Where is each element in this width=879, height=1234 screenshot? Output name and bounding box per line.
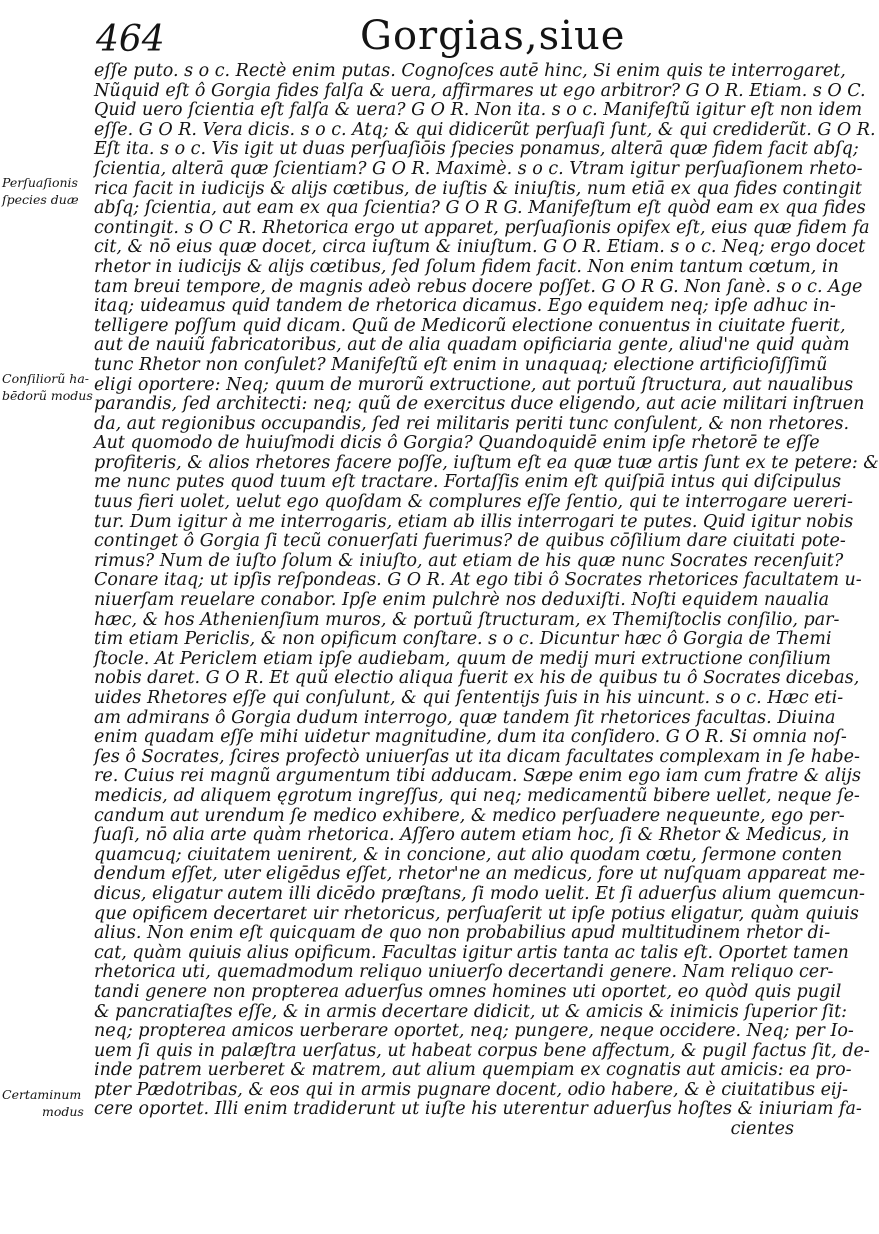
- text-line: candum aut urendum ſe medico exhibere, & medico perſuadere nequeunte, ego per-: [94, 805, 845, 826]
- text-line: quamcuq; ciuitatem uenirent, & in concione, aut alio quodam cœtu, ſermone conten: [94, 844, 843, 865]
- text-line: uides Rhetores eſſe qui conſulunt, & qui ſententijs ſuis in his uincunt. s o c. Hæc eti-: [94, 688, 844, 708]
- text-line: niuerſam reuelare conabor. Ipſe enim pulchrè nos deduxiſti. Noſti equidem naualia: [94, 590, 830, 611]
- text-line: eſſe puto. s o c. Rectè enim putas. Cognoſces autē hinc, Si enim quis te interrogaret,: [94, 61, 846, 81]
- text-line: cit, & nō eius quæ docet, circa iuſtum & iniuſtum. G O R. Etiam. s o c. Neq; ergo docet: [94, 237, 866, 258]
- text-line: tur. Dum igitur à me interrogaris, etiam ab illis interrogari te putes. Quid igitur nobis: [94, 511, 854, 532]
- text-line: da, aut regionibus occupandis, ſed rei militaris periti tunc conſulent, & non rhetores.: [94, 413, 850, 434]
- text-line: & pancratiaſtes eſſe, & in armis decertare didicit, ut & amicis & inimicis ſuperior ſit:: [94, 1001, 848, 1022]
- margin-note-contest: [2, 1086, 96, 1120]
- text-line: tunc Rhetor non conſulet? Manifeſtũ eſt enim in unaquaq; electione artificioſiſſimũ: [94, 354, 828, 375]
- text-line: inde patrem uerberet & matrem, aut alium quempiam ex cognatis aut amicis: ea pro-: [94, 1060, 852, 1081]
- text-line: me nunc putes quod tuum eſt tractare. Fortaſſis enim eſt quiſpiā intus qui diſcipulus: [94, 472, 842, 493]
- text-line: dicus, eligatur autem illi dicēdo præſtans, ſi modo uelit. Et ſi aduerſus alium quemcun-: [94, 883, 865, 904]
- running-head: Gorgias,siue: [360, 13, 626, 59]
- text-line: am admirans ô Gorgia dudum interrogo, quæ tandem ſit rhetorices facultas. Diuina: [94, 707, 836, 728]
- margin-note-line: ſpecies duæ: [2, 192, 79, 207]
- margin-note-line: Conſiliorũ ha-: [2, 371, 90, 386]
- text-line: pter Pædotribas, & eos qui in armis pugnare docent, odio habere, & è ciuitatibus eij-: [94, 1079, 848, 1100]
- text-line: cere oportet. Illi enim tradiderunt ut iuſte his uterentur aduerſus hoſtes & iniuriam fa-: [94, 1099, 862, 1120]
- body-text: [94, 61, 879, 1140]
- text-line: neq; propterea amicos uerberare oportet, neq; pungere, neque occidere. Neq; per Io-: [94, 1021, 854, 1042]
- text-line: dendum eſſet, uter eligēdus eſſet, rhetor'ne an medicus, fore ut nuſquam appareat me-: [94, 864, 866, 885]
- text-line: rimus? Num de iuſto ſolum & iniuſto, aut etiam de his quæ nunc Socrates recenſuit?: [94, 550, 844, 571]
- text-line: Eſt ita. s o c. Vis igit ut duas perſuaſiōis ſpecies ponamus, alterā quæ fidem facit abſq;: [94, 139, 859, 160]
- margin-note-line: Perſuaſionis: [2, 175, 78, 190]
- text-line: Quid uero ſcientia eſt falſa & uera? G O R. Non ita. s o c. Manifeſtũ igitur eſt non idem: [94, 100, 863, 121]
- text-line: tandi genere non propterea aduerſus omnes homines uti oportet, eo quòd quis pugil: [94, 981, 842, 1002]
- text-line: rhetorica uti, quemadmodum reliquo uniuerſo decertandi genere. Nam reliquo cer-: [94, 962, 834, 983]
- margin-note-counsel: [2, 370, 96, 404]
- text-line: rhetor in iudicijs & alijs cœtibus, ſed ſolum fidem facit. Non enim tantum cœtum, in: [94, 256, 839, 277]
- text-line: profiteris, & alios rhetores facere poſſe, iuſtum eſt ea quæ tuæ artis ſunt ex te petere: &: [94, 452, 879, 473]
- text-line: rica facit in iudicijs & alijs cœtibus, de iuſtis & iniuſtis, num etiā ex qua fides contingit: [94, 178, 862, 199]
- page-number: 464: [96, 19, 165, 60]
- text-line: contingit. s O C R. Rhetorica ergo ut apparet, perſuaſionis opifex eſt, eius quæ fidem fa: [94, 217, 870, 238]
- text-line: Conare itaq; ut ipſis reſpondeas. G O R. At ego tibi ô Socrates rhetorices facultatem u-: [94, 570, 862, 591]
- text-line: Aut quomodo de huiuſmodi dicis ô Gorgia? Quandoquidē enim ipſe rhetorē te eſſe: [94, 433, 820, 454]
- text-line: Nũquid eſt ô Gorgia fides falſa & uera, affirmares ut ego arbitror? G O R. Etiam. s O C.: [94, 80, 866, 101]
- text-line: itaq; uideamus quid tandem de rhetorica dicamus. Ego equidem neq; ipſe adhuc in-: [94, 296, 836, 317]
- margin-note-line: modus: [42, 1104, 84, 1119]
- text-line: alius. Non enim eſt quicquam de quo non probabilius apud multitudinem rhetor di-: [94, 923, 831, 944]
- text-line: tuus fieri uolet, uelut ego quoſdam & complures eſſe ſentio, qui te interrogare uereri-: [94, 492, 853, 513]
- text-line: enim quadam eſſe mihi uidetur magnitudine, dum ita conſidero. G O R. Si omnia noſ-: [94, 727, 847, 748]
- text-line: nobis daret. G O R. Et quũ electio aliqua fuerit ex his de quibus tu ô Socrates dicebas,: [94, 668, 860, 689]
- margin-note-line: bēdorũ modus: [2, 388, 93, 403]
- text-line: continget ô Gorgia ſi tecũ conuerſati fuerimus? de quibus cōſilium dare ciuitati pote-: [94, 531, 846, 552]
- text-line: medicis, ad aliquem ęgrotum ingreſſus, qui neq; medicamentũ bibere uellet, neque ſe-: [94, 785, 860, 806]
- text-line: telligere poſſum quid dicam. Quũ de Medicorũ electione conuentus in ciuitate fuerit,: [94, 315, 846, 336]
- text-line: aut de nauiũ fabricatoribus, aut de alia quadam opificiaria gente, aliud'ne quid quàm: [94, 335, 850, 356]
- margin-note-persuasion: [2, 174, 96, 208]
- text-line: tam breui tempore, de magnis adeò rebus docere poſſet. G O R G. Non ſanè. s o c. Age: [94, 276, 863, 297]
- text-line: tim etiam Periclis, & non opificum conſtare. s o c. Dicuntur hæc ô Gorgia de Themi: [94, 629, 832, 650]
- text-line: eſſe. G O R. Vera dicis. s o c. Atq; & qui didicerũt perſuaſi ſunt, & qui crediderũt. G O R.: [94, 119, 876, 140]
- text-line: parandis, ſed architecti: neq; quũ de exercitus duce eligendo, aut acie militari inſtruen: [94, 394, 865, 415]
- text-line: cat, quàm quiuis alius opificum. Facultas igitur artis tanta ac talis eſt. Oportet tamen: [94, 942, 849, 963]
- text-line: hæc, & hos Athenienſium muros, & portuũ ſtructuram, ex Themiſtoclis conſilio, par-: [94, 609, 840, 630]
- text-line: abſq; ſcientia, aut eam ex qua ſcientia? G O R G. Manifeſtum eſt quòd eam ex qua fides: [94, 198, 866, 219]
- text-line: eligi oportere: Neq; quum de murorũ extructione, aut portuũ ſtructura, aut naualibus: [94, 374, 854, 395]
- text-line: que opificem decertaret uir rhetoricus, perſuaſerit ut ipſe potius eligatur, quàm quiuis: [94, 903, 859, 924]
- text-line: ſcientia, alterā quæ ſcientiam? G O R. Maximè. s o c. Vtram igitur perſuaſionem rheto-: [94, 158, 863, 179]
- text-line: ſtocle. At Periclem etiam ipſe audiebam, quum de medij muri extructione conſilium: [94, 648, 831, 669]
- text-line: uem ſi quis in palæſtra uerſatus, ut habeat corpus bene affectum, & pugil factus ſit, de-: [94, 1040, 870, 1061]
- margin-note-line: Certaminum: [2, 1087, 82, 1102]
- text-line: cientes: [730, 1119, 794, 1140]
- text-line: ſes ô Socrates, ſcires profectò uniuerſas ut ita dicam facultates complexam in ſe habe-: [94, 746, 860, 767]
- text-line: re. Cuius rei magnũ argumentum tibi adducam. Sæpe enim ego iam cum fratre & alijs: [94, 766, 861, 787]
- text-line: ſuaſi, nō alia arte quàm rhetorica. Aſſero autem etiam hoc, ſi & Rhetor & Medicus, in: [94, 825, 850, 846]
